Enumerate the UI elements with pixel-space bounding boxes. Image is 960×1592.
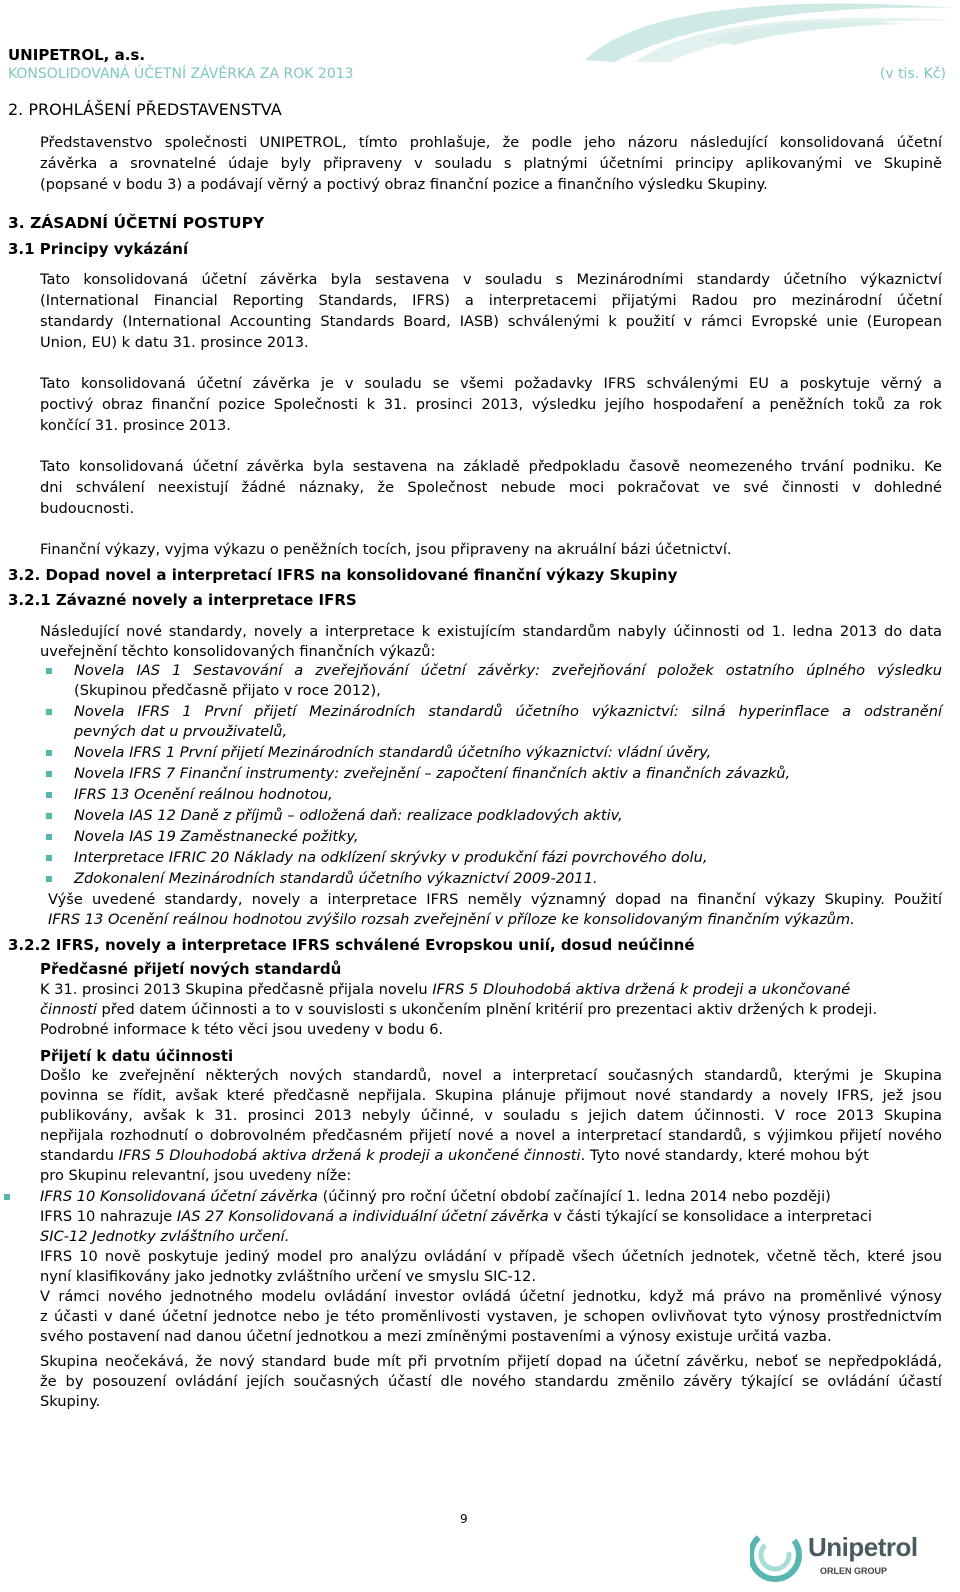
bullet-marker <box>4 1194 10 1200</box>
report-title: KONSOLIDOVANÁ ÚČETNÍ ZÁVĚRKA ZA ROK 2013 <box>8 66 354 82</box>
bullet-item: IFRS 13 Ocenění reálnou hodnotou, <box>74 786 333 803</box>
bullet-marker <box>46 834 52 840</box>
bullet-marker <box>46 813 52 819</box>
logo-wordmark: Unipetrol <box>808 1532 918 1562</box>
s31-p2-line-2: poctivý obraz finanční pozice Společnosti k 31. prosinci 2013, výsledku jejího hospodaření a peněžních toků za rok <box>40 396 942 413</box>
logo-group-label: ORLEN GROUP <box>820 1566 888 1576</box>
bullet-item: Zdokonalení Mezinárodních standardů účetního výkaznictví 2009-2011. <box>74 870 598 887</box>
eff-line-5a: standardu <box>40 1147 119 1164</box>
eff-line-4: nepřijala rozhodnutí o dobrovolném předčasném přijetí nové a novel a interpretací standardů, s výjimkou přijetí nového <box>40 1127 942 1144</box>
early-line-3: Podrobné informace k této věci jsou uvedeny v bodu 6. <box>40 1021 444 1038</box>
ifrs10-line-1 <box>40 1187 831 1208</box>
section-3-heading: 3. ZÁSADNÍ ÚČETNÍ POSTUPY <box>8 214 265 232</box>
section-3-2-1-heading: 3.2.1 Závazné novely a interpretace IFRS <box>8 591 357 609</box>
ifrs10-line-9: Skupina neočekává, že nový standard bude mít při prvotním přijetí dopad na účetní závěrku, neboť se nepředpokládá, <box>40 1353 942 1370</box>
unipetrol-logo <box>750 1522 950 1592</box>
sec2-line-3: (popsané v bodu 3) a podávají věrný a poctivý obraz finanční pozice a finančního výsledku Skupiny. <box>40 176 768 193</box>
bullet-marker <box>46 750 52 756</box>
early-line-2a: činnosti <box>40 1001 97 1018</box>
bullet-item: Novela IAS 19 Zaměstnanecké požitky, <box>74 828 359 845</box>
s31-p2-line-3: končící 31. prosince 2013. <box>40 417 231 434</box>
ifrs10-effective: (účinný pro roční účetní období začínající 1. ledna 2014 nebo později) <box>317 1188 831 1205</box>
ifrs10-line-11: Skupiny. <box>40 1393 101 1410</box>
ifrs10-line-2b: IAS 27 Konsolidovaná a individuální účetní závěrka <box>176 1208 549 1225</box>
ifrs10-line-5: nyní klasifikovány jako jednotky zvláštního určení ve smyslu SIC-12. <box>40 1268 537 1285</box>
bullet-marker <box>46 709 52 715</box>
s321-intro-line-1: Následující nové standardy, novely a interpretace k existujícím standardům nabyly účinnosti od 1. ledna 2013 do data <box>40 623 942 640</box>
bullet-marker <box>46 876 52 882</box>
section-3-2-2-heading: 3.2.2 IFRS, novely a interpretace IFRS schválené Evropskou unií, dosud neúčinné <box>8 936 695 954</box>
header-swoosh-graphic <box>575 0 960 66</box>
bullet-item-cont: pevných dat u prvouživatelů, <box>74 723 288 740</box>
ifrs10-line-10: že by posouzení ovládání jejích současných účastí dle nového standardu změnilo závěry týkající se ovládání účastí <box>40 1373 942 1390</box>
bullet-item: Novela IFRS 1 První přijetí Mezinárodních standardů účetního výkaznictví: vládní úvěry, <box>74 744 712 761</box>
sec2-line-2: závěrka a srovnatelné údaje byly připraveny v souladu s platnými účetními principy aplikovanými ve Skupině <box>40 155 942 172</box>
s31-p3-line-3: budoucnosti. <box>40 500 135 517</box>
bullet-marker <box>46 771 52 777</box>
s31-p2-line-1: Tato konsolidovaná účetní závěrka je v souladu se všemi požadavky IFRS schválenými EU a poskytuje věrný a <box>40 375 942 392</box>
s321-intro-line-2: uveřejnění těchto konsolidovaných finančních výkazů: <box>40 643 436 660</box>
bullet-item: Novela IAS 1 Sestavování a zveřejňování účetní závěrky: zveřejňování položek ostatního úplného výsledku <box>74 662 942 679</box>
ifrs10-line-7: z účasti v dané účetní jednotce nebo je této proměnlivosti vystaven, je schopen ovlivňovat tyto výnosy prostřednictvím <box>40 1308 942 1325</box>
bullet-item: Novela IFRS 7 Finanční instrumenty: zveřejnění – započtení finančních aktiv a finančních závazků, <box>74 765 791 782</box>
eff-line-5b: IFRS 5 Dlouhodobá aktiva držená k prodeji a ukončené činnosti <box>118 1147 581 1164</box>
bullet-marker <box>46 792 52 798</box>
eff-line-5c: . Tyto nové standardy, které mohou být <box>580 1147 869 1164</box>
after-bullets-line-2: IFRS 13 Ocenění reálnou hodnotou zvýšilo rozsah zveřejnění v příloze ke konsolidovaným finančním výkazům. <box>48 911 855 928</box>
effective-date-heading: Přijetí k datu účinnosti <box>40 1047 234 1065</box>
ifrs10-line-2c: v části týkající se konsolidace a interpretaci <box>548 1208 872 1225</box>
ifrs10-line-8: svého postavení nad danou účetní jednotkou a mezi zmíněnými postaveními a výnosy existuje určitá vazba. <box>40 1328 832 1345</box>
s31-p1-line-1: Tato konsolidovaná účetní závěrka byla sestavena v souladu s Mezinárodními standardy účetního výkaznictví <box>40 271 942 288</box>
sec2-line-1: Představenstvo společnosti UNIPETROL, tímto prohlašuje, že podle jeho názoru následující konsolidovaná účetní <box>40 134 942 151</box>
eff-line-3: publikovány, avšak k 31. prosinci 2013 nebyly účinné, v souladu s jejich datem účinnosti. V roce 2013 Skupina <box>40 1107 942 1124</box>
s31-p1-line-4: Union, EU) k datu 31. prosince 2013. <box>40 334 309 351</box>
bullet-item: Novela IAS 12 Daně z příjmů – odložená daň: realizace podkladových aktiv, <box>74 807 623 824</box>
section-3-2-heading: 3.2. Dopad novel a interpretací IFRS na konsolidované finanční výkazy Skupiny <box>8 566 678 584</box>
ifrs10-line-2 <box>40 1207 942 1228</box>
company-name: UNIPETROL, a.s. <box>8 46 146 64</box>
eff-line-6: pro Skupinu relevantní, jsou uvedeny níže: <box>40 1167 352 1184</box>
bullet-marker <box>46 855 52 861</box>
currency-unit: (v tis. Kč) <box>879 66 946 82</box>
ifrs10-line-4: IFRS 10 nově poskytuje jediný model pro analýzu ovládání v případě všech účetních jednotek, včetně těch, které jsou <box>40 1248 942 1265</box>
page-number: 9 <box>460 1512 468 1526</box>
early-line-2b: před datem účinnosti a to v souvislosti s ukončením plnění kritérií pro prezentaci aktiv držených k prodeji. <box>96 1001 878 1018</box>
s31-p3-line-1: Tato konsolidovaná účetní závěrka byla sestavena na základě předpokladu časově neomezeného trvání podniku. Ke <box>40 458 942 475</box>
eff-line-5 <box>40 1146 942 1167</box>
section-2-heading: 2. PROHLÁŠENÍ PŘEDSTAVENSTVA <box>8 100 282 119</box>
ifrs10-title: IFRS 10 Konsolidovaná účetní závěrka <box>40 1188 318 1205</box>
s31-p4: Finanční výkazy, vyjma výkazu o peněžních tocích, jsou připraveny na akruální bázi účetnictví. <box>40 541 732 558</box>
s31-p1-line-3: standardy (International Accounting Standards Board, IASB) schválenými k použití v rámci Evropské unie (European <box>40 313 942 330</box>
early-line-1a: K 31. prosinci 2013 Skupina předčasně přijala novelu <box>40 981 433 998</box>
early-line-1 <box>40 980 942 1001</box>
ifrs10-line-3: SIC-12 Jednotky zvláštního určení. <box>40 1228 290 1245</box>
bullet-item: Interpretace IFRIC 20 Náklady na odklízení skrývky v produkční fázi povrchového dolu, <box>74 849 708 866</box>
after-bullets-line-1: Výše uvedené standardy, novely a interpretace IFRS neměly významný dopad na finanční výkazy Skupiny. Použití <box>48 891 942 908</box>
bullet-item: Novela IFRS 1 První přijetí Mezinárodních standardů účetního výkaznictví: silná hyperinflace a odstranění <box>74 703 942 720</box>
eff-line-1: Došlo ke zveřejnění některých nových standardů, novel a interpretací současných standardů, kterými je Skupina <box>40 1067 942 1084</box>
bullet-item-cont: (Skupinou předčasně přijato v roce 2012), <box>74 682 381 699</box>
ifrs10-line-2a: IFRS 10 nahrazuje <box>40 1208 177 1225</box>
early-line-2 <box>40 1000 942 1021</box>
early-line-1b: IFRS 5 Dlouhodobá aktiva držená k prodeji a ukončované <box>432 981 851 998</box>
ifrs10-line-6: V rámci nového jednotného modelu ovládání investor ovládá účetní jednotku, když má právo na proměnlivé výnosy <box>40 1288 942 1305</box>
s31-p3-line-2: dni schválení neexistují žádné náznaky, že Společnost nebude moci pokračovat ve své činnosti v dohledné <box>40 479 942 496</box>
bullet-marker <box>46 668 52 674</box>
eff-line-2: povinna se řídit, avšak které předčasně nepřijala. Skupina plánuje přijmout nové standardy a novely IFRS, jež jsou <box>40 1087 942 1104</box>
s31-p1-line-2: (International Financial Reporting Standards, IFRS) a interpretacemi přijatými Radou pro mezinárodní účetní <box>40 292 942 309</box>
early-adoption-heading: Předčasné přijetí nových standardů <box>40 960 342 978</box>
section-3-1-heading: 3.1 Principy vykázání <box>8 240 189 258</box>
